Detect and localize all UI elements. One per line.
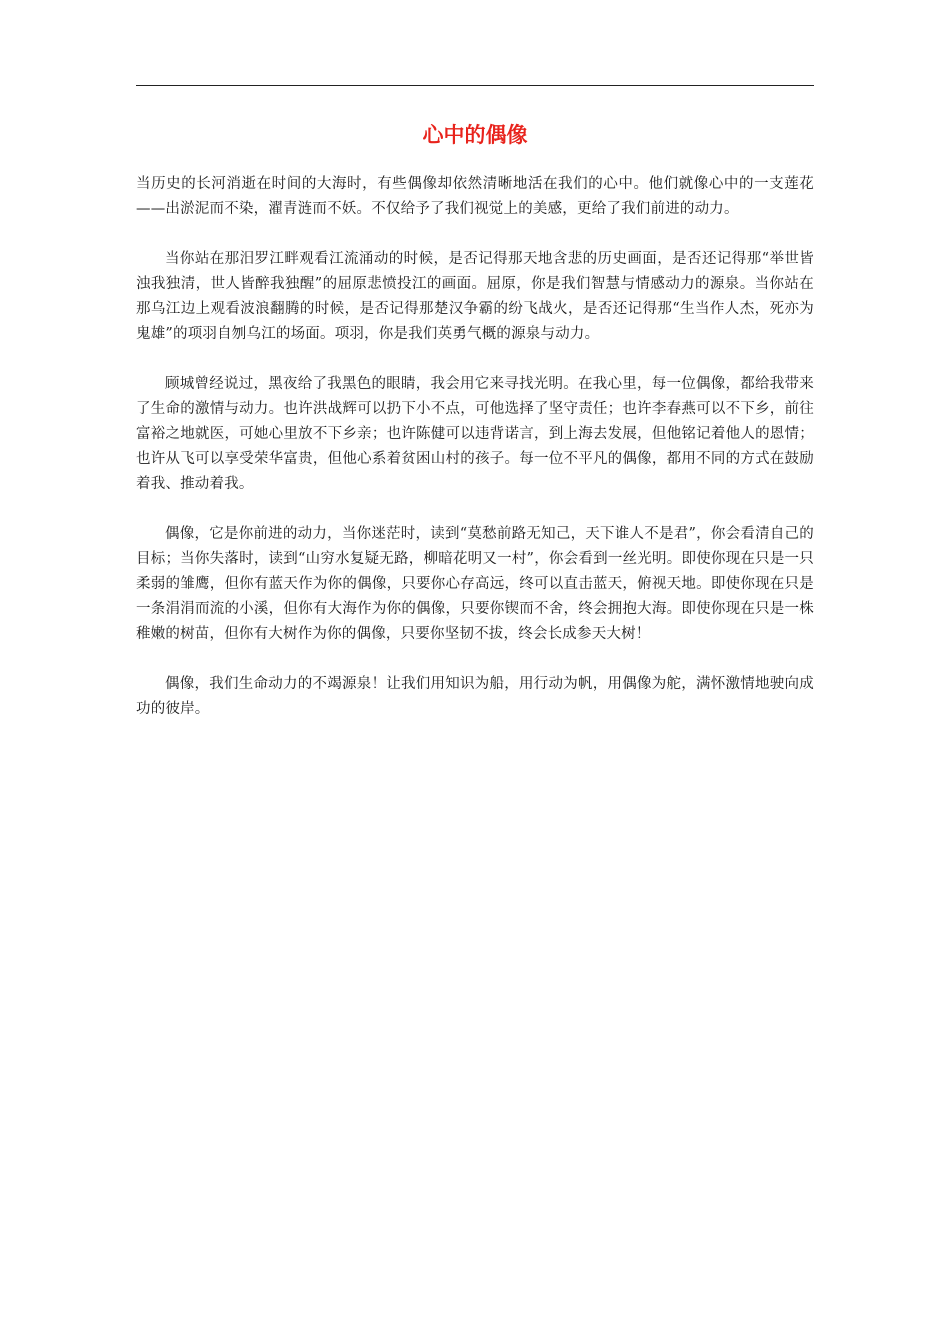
paragraph-3: 顾城曾经说过，黑夜给了我黑色的眼睛，我会用它来寻找光明。在我心里，每一位偶像，都给我带来了生命的激情与动力。也许洪战辉可以扔下小不点，可他选择了坚守责任；也许李春燕可以不下乡，前往富裕之地就医，可她心里放不下乡亲；也许陈健可以违背诺言，到上海去发展，但他铭记着他人的恩情；也许从飞可以享受荣华富贵，但他心系着贫困山村的孩子。每一位不平凡的偶像，都用不同的方式在鼓励着我、推动着我。 xyxy=(136,376,814,492)
header-rule xyxy=(136,85,814,86)
page-title: 心中的偶像 xyxy=(422,123,528,147)
paragraph-4: 偶像，它是你前进的动力，当你迷茫时，读到“莫愁前路无知己，天下谁人不是君”，你会看清自己的目标；当你失落时，读到“山穷水复疑无路，柳暗花明又一村”，你会看到一丝光明。即使你现在只是一只柔弱的雏鹰，但你有蓝天作为你的偶像，只要你心存高远，终可以直击蓝天，俯视天地。即使你现在只是一条涓涓而流的小溪，但你有大海作为你的偶像，只要你锲而不舍，终会拥抱大海。即使你现在只是一株稚嫩的树苗，但你有大树作为你的偶像，只要你坚韧不拔，终会长成参天大树！ xyxy=(136,526,814,642)
paragraph-2: 当你站在那汨罗江畔观看江流涌动的时候，是否记得那天地含悲的历史画面，是否还记得那“举世皆浊我独清，世人皆醉我独醒”的屈原悲愤投江的画面。屈原，你是我们智慧与情感动力的源泉。当你站在那乌江边上观看波浪翻腾的时候，是否记得那楚汉争霸的纷飞战火，是否还记得那“生当作人杰，死亦为鬼雄”的项羽自刎乌江的场面。项羽，你是我们英勇气概的源泉与动力。 xyxy=(136,251,814,342)
paragraph-1: 当历史的长河消逝在时间的大海时，有些偶像却依然清晰地活在我们的心中。他们就像心中的一支莲花——出淤泥而不染，濯青涟而不妖。不仅给予了我们视觉上的美感，更给了我们前进的动力。 xyxy=(136,176,814,217)
paragraph-5: 偶像，我们生命动力的不竭源泉！让我们用知识为船，用行动为帆，用偶像为舵，满怀激情地驶向成功的彼岸。 xyxy=(136,676,814,717)
article-body xyxy=(136,172,814,747)
